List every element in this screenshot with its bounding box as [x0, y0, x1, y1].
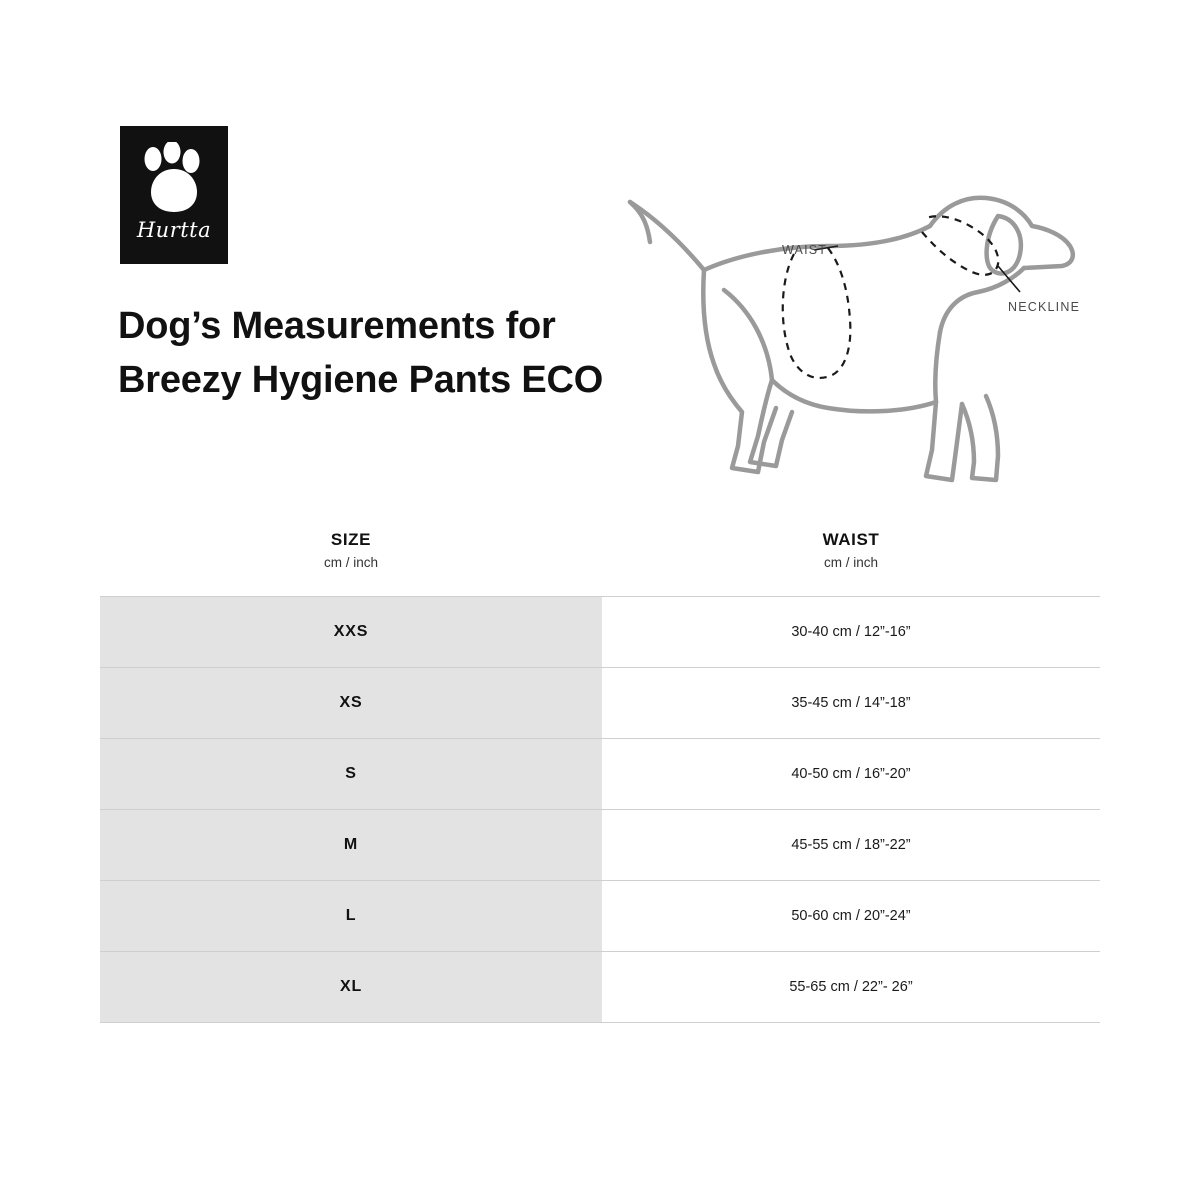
table-row — [100, 597, 1100, 668]
diagram-label-waist: WAIST — [782, 243, 828, 257]
cell-size: XXS — [100, 597, 602, 667]
cell-size: S — [100, 739, 602, 809]
cell-waist: 40-50 cm / 16”-20” — [602, 739, 1100, 809]
size-table — [100, 524, 1100, 1023]
cell-size: XS — [100, 668, 602, 738]
table-header-row — [100, 524, 1100, 596]
table-row — [100, 739, 1100, 810]
column-header-size-title: SIZE — [330, 530, 372, 549]
column-header-waist-title: WAIST — [822, 530, 880, 549]
table-row — [100, 668, 1100, 739]
cell-size: M — [100, 810, 602, 880]
column-header-waist-units: cm / inch — [823, 555, 878, 570]
cell-size: XL — [100, 952, 602, 1022]
table-row — [100, 881, 1100, 952]
table-row — [100, 952, 1100, 1023]
paw-icon — [141, 142, 207, 216]
table-body — [100, 596, 1100, 1023]
brand-logo — [120, 126, 228, 264]
cell-waist: 35-45 cm / 14”-18” — [602, 668, 1100, 738]
table-row — [100, 810, 1100, 881]
page-title: Dog’s Measurements for Breezy Hygiene Pants ECO — [118, 305, 604, 401]
diagram-label-neckline: NECKLINE — [1008, 300, 1081, 314]
brand-wordmark: Hurtta — [136, 218, 212, 242]
column-header-size — [100, 524, 602, 596]
dog-diagram — [600, 150, 1160, 510]
cell-waist: 30-40 cm / 12”-16” — [602, 597, 1100, 667]
column-header-size-units: cm / inch — [323, 555, 378, 570]
cell-waist: 45-55 cm / 18”-22” — [602, 810, 1100, 880]
column-header-waist — [602, 524, 1100, 596]
cell-waist: 55-65 cm / 22”- 26” — [602, 952, 1100, 1022]
cell-waist: 50-60 cm / 20”-24” — [602, 881, 1100, 951]
cell-size: L — [100, 881, 602, 951]
